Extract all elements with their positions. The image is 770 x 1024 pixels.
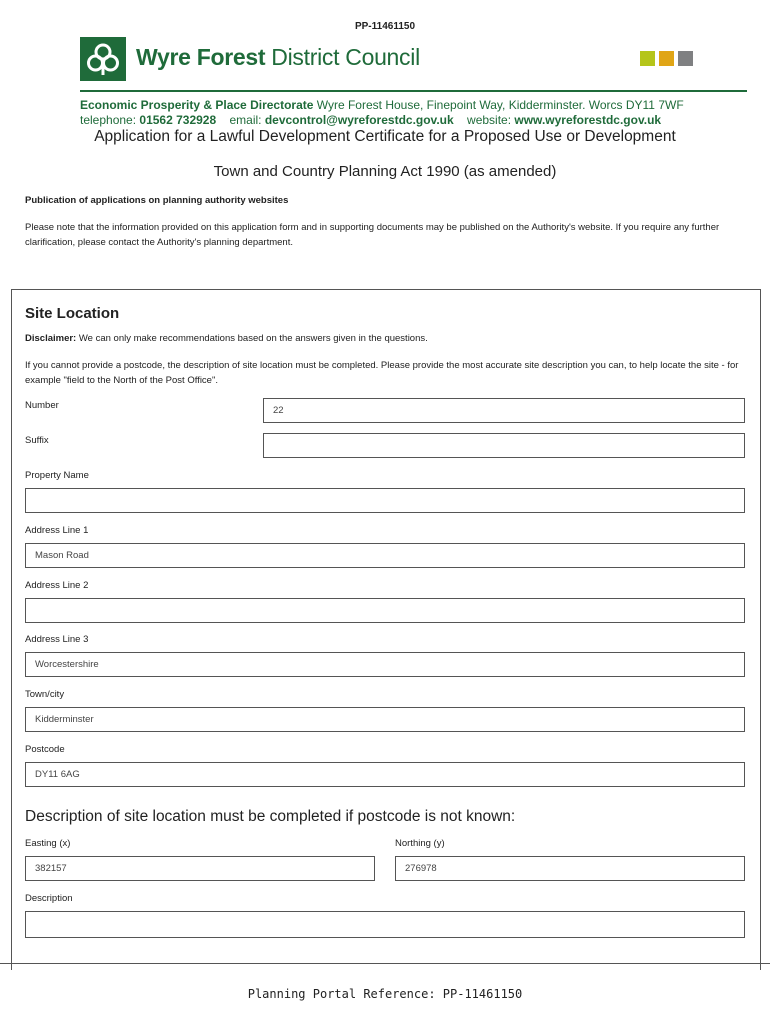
description-label: Description <box>25 893 73 904</box>
easting-field[interactable]: 382157 <box>25 856 375 881</box>
address-line-2-field[interactable] <box>25 598 745 623</box>
easting-label: Easting (x) <box>25 838 71 849</box>
address-line-1-field[interactable]: Mason Road <box>25 543 745 568</box>
brand-squares <box>640 51 697 71</box>
act-title: Town and Country Planning Act 1990 (as amended) <box>213 163 557 180</box>
description-field[interactable] <box>25 911 745 938</box>
directorate-address: Economic Prosperity & Place Directorate Wyre Forest House, Finepoint Way, Kidderminster. Worcs DY11 7WF <box>80 98 684 112</box>
address-line-1-label: Address Line 1 <box>25 525 89 536</box>
tree-emblem-icon <box>85 41 121 77</box>
contact-line: telephone: 01562 732928 email: devcontrol@wyreforestdc.gov.uk website: www.wyreforestdc.gov.uk <box>80 113 662 127</box>
document-reference: PP-11461150 <box>354 21 416 32</box>
northing-label: Northing (y) <box>395 838 445 849</box>
town-label: Town/city <box>25 689 65 700</box>
suffix-field[interactable] <box>263 433 745 458</box>
website-link[interactable]: www.wyreforestdc.gov.uk <box>514 113 662 127</box>
disclaimer: Disclaimer: We can only make recommendations based on the answers given in the questions. <box>25 333 428 344</box>
address-line-3-field[interactable]: Worcestershire <box>25 652 745 677</box>
number-field[interactable]: 22 <box>263 398 745 423</box>
address-line-2-label: Address Line 2 <box>25 580 89 591</box>
brand-square-green <box>640 51 655 66</box>
email-link[interactable]: devcontrol@wyreforestdc.gov.uk <box>264 113 454 127</box>
number-label: Number <box>25 400 59 411</box>
footer-reference: Planning Portal Reference: PP-11461150 <box>247 987 523 1001</box>
application-title: Application for a Lawful Development Certificate for a Proposed Use or Development <box>94 128 676 145</box>
address-line-3-label: Address Line 3 <box>25 634 89 645</box>
property-name-field[interactable] <box>25 488 745 513</box>
northing-field[interactable]: 276978 <box>395 856 745 881</box>
telephone: 01562 732928 <box>139 113 217 127</box>
council-logo <box>80 37 126 81</box>
postcode-label: Postcode <box>25 744 65 755</box>
brand-square-amber <box>659 51 674 66</box>
property-name-label: Property Name <box>25 470 89 481</box>
header-rule <box>80 90 747 92</box>
suffix-label: Suffix <box>25 435 49 446</box>
publication-text: Please note that the information provided on this application form and in supporting documents may be published on the Authority's website. If you require any further clarification, please contact the Authority's planning department. <box>25 222 720 248</box>
description-title: Description of site location must be completed if postcode is not known: <box>25 808 516 825</box>
site-location-instructions: If you cannot provide a postcode, the description of site location must be completed. Please provide the most accurate site description you can, to help locate the site - for example "field to the North of the Post Office". <box>25 360 739 386</box>
town-field[interactable]: Kidderminster <box>25 707 745 732</box>
publication-heading: Publication of applications on planning authority websites <box>25 195 289 206</box>
site-location-title: Site Location <box>25 305 120 322</box>
postcode-field[interactable]: DY11 6AG <box>25 762 745 787</box>
brand-square-grey <box>678 51 693 66</box>
council-name: Wyre Forest District Council <box>136 44 420 70</box>
page-break-rule <box>0 963 770 964</box>
